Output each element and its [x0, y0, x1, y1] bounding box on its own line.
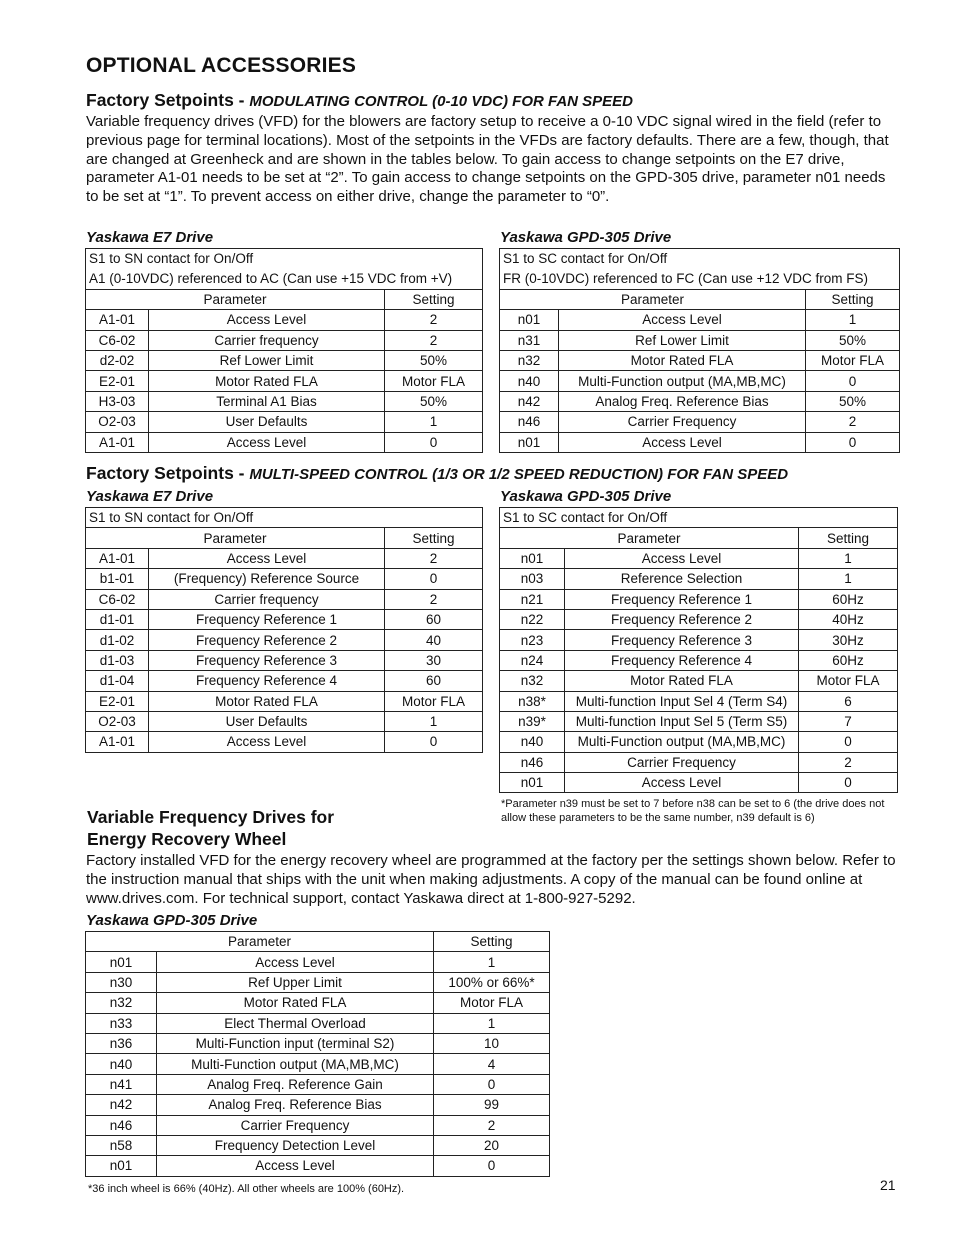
param-name-cell: Motor Rated FLA [559, 350, 806, 370]
table-row [86, 1074, 550, 1094]
param-name-cell: Access Level [149, 310, 385, 330]
setting-cell: 2 [385, 589, 483, 609]
param-code-cell: n31 [500, 330, 559, 350]
param-code-cell: E2-01 [86, 691, 149, 711]
param-name-cell: Ref Upper Limit [157, 972, 434, 992]
parameter-header: Parameter [86, 932, 434, 952]
param-name-cell: Frequency Reference 1 [565, 589, 799, 609]
setting-cell: 1 [806, 310, 900, 330]
param-name-cell: Motor Rated FLA [565, 671, 799, 691]
param-name-cell: Access Level [157, 952, 434, 972]
setting-cell: 1 [799, 548, 898, 568]
table-row [86, 391, 483, 411]
param-code-cell: O2-03 [86, 412, 149, 432]
table-row [86, 432, 483, 452]
param-code-cell: C6-02 [86, 589, 149, 609]
param-code-cell: n01 [86, 1156, 157, 1176]
setting-header: Setting [385, 528, 483, 548]
setting-cell: 0 [799, 773, 898, 793]
note-row [500, 508, 898, 528]
table-row [86, 609, 483, 629]
s3-footnote: *36 inch wheel is 66% (40Hz). All other wheels are 100% (60Hz). [88, 1183, 405, 1195]
param-name-cell: User Defaults [149, 412, 385, 432]
table-row [500, 589, 898, 609]
setting-cell: 6 [799, 691, 898, 711]
param-name-cell: Multi-Function input (terminal S2) [157, 1033, 434, 1053]
setting-header: Setting [799, 528, 898, 548]
param-name-cell: Carrier frequency [149, 330, 385, 350]
param-name-cell: Multi-Function output (MA,MB,MC) [157, 1054, 434, 1074]
table-row [500, 350, 900, 370]
table-row [500, 711, 898, 731]
table-row [86, 569, 483, 589]
table-row [500, 548, 898, 568]
note-row [500, 249, 900, 269]
param-name-cell: Carrier frequency [149, 589, 385, 609]
table-row [500, 671, 898, 691]
s3-caption: Yaskawa GPD-305 Drive [86, 912, 258, 929]
param-code-cell: n38* [500, 691, 565, 711]
table-row [86, 952, 550, 972]
setting-cell: 1 [385, 711, 483, 731]
table-row [86, 691, 483, 711]
param-code-cell: n42 [500, 391, 559, 411]
param-name-cell: Access Level [157, 1156, 434, 1176]
setting-cell: 0 [806, 371, 900, 391]
param-code-cell: n03 [500, 569, 565, 589]
table-row [86, 330, 483, 350]
param-code-cell: n40 [500, 732, 565, 752]
param-code-cell: n32 [500, 350, 559, 370]
param-code-cell: n01 [500, 432, 559, 452]
param-code-cell: n01 [86, 952, 157, 972]
param-name-cell: Ref Lower Limit [149, 350, 385, 370]
setting-header: Setting [806, 289, 900, 309]
section3-paragraph: Factory installed VFD for the energy recovery wheel are programmed at the factory per the settings shown below. Refer to the instruction manual that ships with the unit when making adjustments. A copy of the manual can be found online at www.drives.com. For technical support, contact Yaskawa direct at 1-800-927-5292. [86, 852, 896, 907]
param-name-cell: Frequency Reference 2 [149, 630, 385, 650]
s3-gpd-table [85, 931, 550, 1177]
param-code-cell: E2-01 [86, 371, 149, 391]
table-row [86, 1135, 550, 1155]
setting-cell: 1 [385, 412, 483, 432]
table-row [86, 1054, 550, 1074]
setting-cell: 4 [434, 1054, 550, 1074]
param-code-cell: n01 [500, 310, 559, 330]
param-name-cell: Access Level [559, 310, 806, 330]
param-name-cell: Carrier Frequency [157, 1115, 434, 1135]
setting-cell: 0 [434, 1074, 550, 1094]
setting-cell: Motor FLA [385, 691, 483, 711]
param-code-cell: n21 [500, 589, 565, 609]
section2-heading [86, 463, 788, 484]
s2-e7-table [85, 507, 483, 753]
setting-cell: 30Hz [799, 630, 898, 650]
param-code-cell: n24 [500, 650, 565, 670]
table-row [86, 732, 483, 752]
s2-gpd-footnote: *Parameter n39 must be set to 7 before n38 can be set to 6 (the drive does not allow these parameters to be the same number, n39 default is 6) [501, 798, 885, 824]
section3-heading-line1: Variable Frequency Drives for [87, 807, 335, 827]
s1-gpd-table [499, 248, 900, 453]
param-name-cell: Frequency Reference 2 [565, 609, 799, 629]
param-name-cell: Carrier Frequency [565, 752, 799, 772]
setting-cell: 50% [806, 391, 900, 411]
param-name-cell: Multi-Function output (MA,MB,MC) [559, 371, 806, 391]
param-name-cell: Access Level [565, 773, 799, 793]
param-name-cell: Terminal A1 Bias [149, 391, 385, 411]
table-note: S1 to SN contact for On/Off [86, 508, 483, 528]
param-name-cell: Motor Rated FLA [149, 691, 385, 711]
setting-cell: 0 [385, 569, 483, 589]
param-code-cell: n46 [500, 412, 559, 432]
table-row [86, 972, 550, 992]
section2-subheading: MULTI-SPEED CONTROL (1/3 OR 1/2 SPEED REDUCTION) FOR FAN SPEED [249, 466, 789, 483]
setting-cell: 50% [385, 350, 483, 370]
setting-cell: 2 [385, 548, 483, 568]
param-name-cell: Motor Rated FLA [149, 371, 385, 391]
param-code-cell: d1-01 [86, 609, 149, 629]
param-code-cell: n40 [86, 1054, 157, 1074]
table-row [500, 310, 900, 330]
param-name-cell: User Defaults [149, 711, 385, 731]
setting-cell: Motor FLA [434, 993, 550, 1013]
param-name-cell: Frequency Reference 4 [565, 650, 799, 670]
page-title: OPTIONAL ACCESSORIES [86, 54, 357, 77]
table-row [86, 371, 483, 391]
param-code-cell: n36 [86, 1033, 157, 1053]
param-name-cell: Access Level [559, 432, 806, 452]
s2-gpd-table [499, 507, 898, 793]
param-code-cell: n30 [86, 972, 157, 992]
param-name-cell: Reference Selection [565, 569, 799, 589]
table-row [86, 1033, 550, 1053]
setting-cell: 1 [434, 1013, 550, 1033]
table-note: S1 to SC contact for On/Off [500, 249, 900, 269]
header-row [500, 528, 898, 548]
setting-cell: 2 [385, 310, 483, 330]
param-name-cell: Frequency Detection Level [157, 1135, 434, 1155]
param-name-cell: Analog Freq. Reference Bias [559, 391, 806, 411]
setting-cell: 60 [385, 671, 483, 691]
table-row [86, 589, 483, 609]
setting-cell: 50% [806, 330, 900, 350]
table-row [86, 711, 483, 731]
table-row [500, 650, 898, 670]
s1-e7-table [85, 248, 483, 453]
setting-cell: 1 [434, 952, 550, 972]
table-row [500, 630, 898, 650]
table-row [500, 391, 900, 411]
setting-cell: 0 [799, 732, 898, 752]
parameter-header: Parameter [86, 289, 385, 309]
section2-heading-text: Factory Setpoints - [86, 463, 245, 483]
parameter-header: Parameter [86, 528, 385, 548]
table-row [86, 671, 483, 691]
setting-cell: 7 [799, 711, 898, 731]
param-name-cell: Multi-Function output (MA,MB,MC) [565, 732, 799, 752]
param-code-cell: A1-01 [86, 732, 149, 752]
param-code-cell: n22 [500, 609, 565, 629]
param-code-cell: O2-03 [86, 711, 149, 731]
table-note: A1 (0-10VDC) referenced to AC (Can use +15 VDC from +V) [86, 269, 483, 289]
table-note: FR (0-10VDC) referenced to FC (Can use +12 VDC from FS) [500, 269, 900, 289]
setting-cell: Motor FLA [806, 350, 900, 370]
param-code-cell: d1-03 [86, 650, 149, 670]
param-name-cell: Frequency Reference 4 [149, 671, 385, 691]
param-name-cell: Access Level [149, 732, 385, 752]
setting-cell: 2 [434, 1115, 550, 1135]
param-code-cell: n23 [500, 630, 565, 650]
table-note: S1 to SC contact for On/Off [500, 508, 898, 528]
param-name-cell: Access Level [565, 548, 799, 568]
setting-cell: 2 [385, 330, 483, 350]
note-row [86, 249, 483, 269]
param-name-cell: Elect Thermal Overload [157, 1013, 434, 1033]
s2-e7-caption: Yaskawa E7 Drive [86, 488, 214, 505]
header-row [500, 289, 900, 309]
setting-cell: 0 [806, 432, 900, 452]
s1-e7-caption: Yaskawa E7 Drive [86, 229, 214, 246]
param-code-cell: n58 [86, 1135, 157, 1155]
setting-cell: 60Hz [799, 589, 898, 609]
param-name-cell: Frequency Reference 1 [149, 609, 385, 629]
setting-cell: 2 [799, 752, 898, 772]
setting-cell: 1 [799, 569, 898, 589]
setting-cell: Motor FLA [799, 671, 898, 691]
s1-gpd-caption: Yaskawa GPD-305 Drive [500, 229, 672, 246]
table-row [500, 732, 898, 752]
param-code-cell: n46 [500, 752, 565, 772]
note-row [86, 508, 483, 528]
table-row [86, 1115, 550, 1135]
param-code-cell: n40 [500, 371, 559, 391]
param-code-cell: d2-02 [86, 350, 149, 370]
setting-cell: 30 [385, 650, 483, 670]
note-row [500, 269, 900, 289]
param-code-cell: n32 [86, 993, 157, 1013]
param-code-cell: n42 [86, 1095, 157, 1115]
param-name-cell: Analog Freq. Reference Gain [157, 1074, 434, 1094]
setting-cell: 60Hz [799, 650, 898, 670]
setting-cell: 2 [806, 412, 900, 432]
param-name-cell: Analog Freq. Reference Bias [157, 1095, 434, 1115]
section1-heading [86, 90, 633, 111]
table-row [86, 1156, 550, 1176]
param-code-cell: n32 [500, 671, 565, 691]
param-code-cell: n01 [500, 548, 565, 568]
param-code-cell: n33 [86, 1013, 157, 1033]
table-row [500, 412, 900, 432]
header-row [86, 528, 483, 548]
table-row [500, 330, 900, 350]
param-name-cell: Multi-function Input Sel 5 (Term S5) [565, 711, 799, 731]
s2-gpd-caption: Yaskawa GPD-305 Drive [500, 488, 672, 505]
param-code-cell: d1-04 [86, 671, 149, 691]
setting-cell: 40Hz [799, 609, 898, 629]
param-name-cell: Access Level [149, 548, 385, 568]
setting-cell: Motor FLA [385, 371, 483, 391]
table-row [500, 569, 898, 589]
table-row [86, 993, 550, 1013]
section3-heading [87, 806, 334, 850]
table-row [86, 1095, 550, 1115]
param-name-cell: Carrier Frequency [559, 412, 806, 432]
param-code-cell: b1-01 [86, 569, 149, 589]
setting-header: Setting [434, 932, 550, 952]
param-code-cell: H3-03 [86, 391, 149, 411]
table-row [500, 752, 898, 772]
setting-header: Setting [385, 289, 483, 309]
header-row [86, 289, 483, 309]
param-code-cell: n01 [500, 773, 565, 793]
table-row [86, 1013, 550, 1033]
param-name-cell: Frequency Reference 3 [565, 630, 799, 650]
table-row [500, 773, 898, 793]
table-row [500, 691, 898, 711]
header-row [86, 932, 550, 952]
param-code-cell: n41 [86, 1074, 157, 1094]
table-row [86, 412, 483, 432]
param-code-cell: A1-01 [86, 432, 149, 452]
setting-cell: 40 [385, 630, 483, 650]
setting-cell: 0 [434, 1156, 550, 1176]
param-name-cell: Frequency Reference 3 [149, 650, 385, 670]
param-code-cell: A1-01 [86, 310, 149, 330]
table-row [500, 609, 898, 629]
table-row [86, 350, 483, 370]
parameter-header: Parameter [500, 289, 806, 309]
setting-cell: 0 [385, 732, 483, 752]
setting-cell: 10 [434, 1033, 550, 1053]
section3-heading-line2: Energy Recovery Wheel [87, 829, 287, 849]
setting-cell: 50% [385, 391, 483, 411]
param-name-cell: Access Level [149, 432, 385, 452]
parameter-header: Parameter [500, 528, 799, 548]
param-code-cell: A1-01 [86, 548, 149, 568]
table-row [86, 630, 483, 650]
section1-heading-text: Factory Setpoints - [86, 90, 245, 110]
setting-cell: 60 [385, 609, 483, 629]
page-number: 21 [880, 1177, 896, 1193]
param-name-cell: Ref Lower Limit [559, 330, 806, 350]
param-code-cell: n46 [86, 1115, 157, 1135]
param-name-cell: Motor Rated FLA [157, 993, 434, 1013]
setting-cell: 100% or 66%* [434, 972, 550, 992]
table-row [500, 371, 900, 391]
param-code-cell: n39* [500, 711, 565, 731]
table-row [86, 548, 483, 568]
setting-cell: 0 [385, 432, 483, 452]
section1-subheading: MODULATING CONTROL (0-10 VDC) FOR FAN SPEED [249, 93, 634, 110]
setting-cell: 99 [434, 1095, 550, 1115]
table-row [86, 310, 483, 330]
param-name-cell: Multi-function Input Sel 4 (Term S4) [565, 691, 799, 711]
table-row [500, 432, 900, 452]
param-name-cell: (Frequency) Reference Source [149, 569, 385, 589]
param-code-cell: d1-02 [86, 630, 149, 650]
section1-paragraph: Variable frequency drives (VFD) for the blowers are factory setup to receive a 0-10 VDC signal wired in the field (refer to previous page for terminal locations). Most of the setpoints in the VFDs are factory defaults. There are a few, though, that are changed at Greenheck and are shown in the tables below. To gain access to change setpoints on the E7 drive, parameter A1-01 needs to be set at “2”. To gain access to change setpoints on the GPD-305 drive, parameter n01 needs to be set at “1”. To prevent access on either drive, change the parameter to “0”. [86, 113, 889, 206]
note-row [86, 269, 483, 289]
table-note: S1 to SN contact for On/Off [86, 249, 483, 269]
setting-cell: 20 [434, 1135, 550, 1155]
table-row [86, 650, 483, 670]
param-code-cell: C6-02 [86, 330, 149, 350]
